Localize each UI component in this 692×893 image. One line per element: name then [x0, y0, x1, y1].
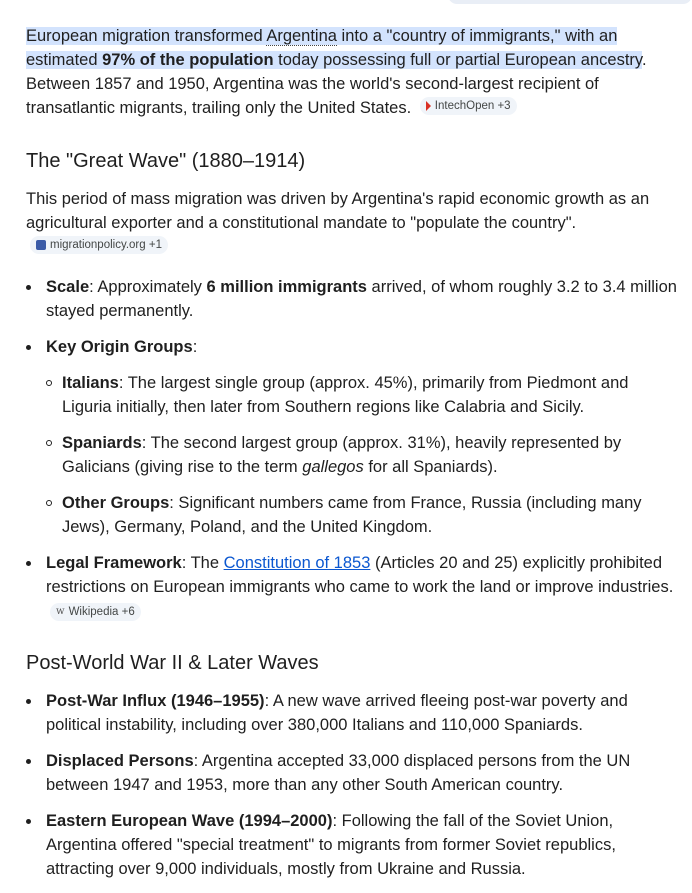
item-text: : Following the fall of the Soviet Union, Argentina offered "special treatment" to migrants from former Soviet republics, attracting over 9,000 individuals, mostly from Ukraine and Russia. [46, 812, 616, 878]
source-chip-wikipedia[interactable] [50, 603, 141, 621]
list-item-displaced-persons [26, 749, 682, 797]
intro-text-4: Between 1857 and 1950, Argentina was the world's second-largest recipient of transatlantic migrants, trailing only the United States. [26, 75, 599, 117]
population-percent: 97% of the population [102, 51, 274, 69]
sublist-item-spaniards [46, 431, 682, 479]
intro-text-1: European migration transformed [26, 27, 267, 45]
answer-content [26, 24, 682, 893]
intro-period: . [641, 51, 647, 69]
great-wave-intro-text: This period of mass migration was driven by Argentina's rapid economic growth as an agricultural exporter and a constitutional mandate to "populate the country". [26, 190, 650, 232]
great-wave-list [26, 275, 682, 623]
item-text: : The [181, 554, 224, 572]
item-text: : Significant numbers came from France, Russia (including many Jews), Germany, Poland, and the United Kingdom. [62, 494, 642, 536]
argentina-term[interactable]: Argentina [266, 27, 337, 45]
item-text: : Argentina accepted 33,000 displaced persons from the UN between 1947 and 1953, more than any other South American country. [46, 752, 631, 794]
intechopen-icon [426, 101, 431, 111]
item-label: Legal Framework [46, 554, 182, 572]
list-item-legal-framework [26, 551, 682, 623]
item-text: : The largest single group (approx. 45%), primarily from Piedmont and Liguria initially, then later from Southern regions like Calabria and Sicily. [62, 374, 629, 416]
source-chip-intechopen[interactable] [420, 97, 517, 115]
source-label: migrationpolicy.org +1 [50, 239, 162, 251]
great-wave-heading: The "Great Wave" (1880–1914) [26, 150, 306, 172]
top-scroll-bar [448, 0, 692, 4]
intro-text-3: today possessing full or partial European ancestry [273, 51, 642, 69]
item-text: : A new wave arrived fleeing post-war poverty and political instability, including over 380,000 Italians and 110,000 Spaniards. [46, 692, 628, 734]
item-text: for all Spaniards). [363, 458, 498, 476]
item-label: Other Groups [62, 494, 170, 512]
item-label: Italians [62, 374, 119, 392]
migrationpolicy-icon [36, 240, 46, 250]
item-label: Eastern European Wave (1994–2000) [46, 812, 333, 830]
intro-paragraph [26, 24, 682, 120]
sublist-item-italians [46, 371, 682, 419]
item-text: (Articles 20 and 25) explicitly prohibited restrictions on European immigrants who came to work the land or improve industries. [46, 554, 674, 596]
item-text: : Approximately [89, 278, 207, 296]
source-label: Wikipedia +6 [68, 606, 135, 618]
list-item-eastern-european-wave [26, 809, 682, 881]
post-war-list [26, 689, 682, 881]
item-text: : The second largest group (approx. 31%), heavily represented by Galicians (giving rise to the term [62, 434, 622, 476]
wikipedia-icon: w [56, 606, 65, 617]
great-wave-intro [26, 187, 682, 259]
item-label: Post-War Influx (1946–1955) [46, 692, 265, 710]
post-war-heading: Post-World War II & Later Waves [26, 652, 319, 674]
list-item-origin-groups [26, 335, 682, 539]
list-item-scale [26, 275, 682, 323]
intro-text-2: into a "country of immigrants," with an estimated [26, 27, 618, 69]
source-label: IntechOpen +3 [434, 100, 511, 112]
immigrant-count: 6 million immigrants [206, 278, 367, 296]
list-item-post-war-influx [26, 689, 682, 737]
gallegos-term: gallegos [302, 458, 364, 476]
item-label: Spaniards [62, 434, 142, 452]
highlighted-text [26, 27, 642, 69]
constitution-link[interactable]: Constitution of 1853 [223, 554, 371, 572]
item-text: arrived, of whom roughly 3.2 to 3.4 million stayed permanently. [46, 278, 677, 320]
origin-groups-sublist [46, 371, 682, 539]
item-label: Scale [46, 278, 90, 296]
item-label: Key Origin Groups [46, 338, 193, 356]
source-chip-migrationpolicy[interactable] [30, 236, 168, 254]
item-text: : [192, 338, 198, 356]
sublist-item-other-groups [46, 491, 682, 539]
item-label: Displaced Persons [46, 752, 194, 770]
